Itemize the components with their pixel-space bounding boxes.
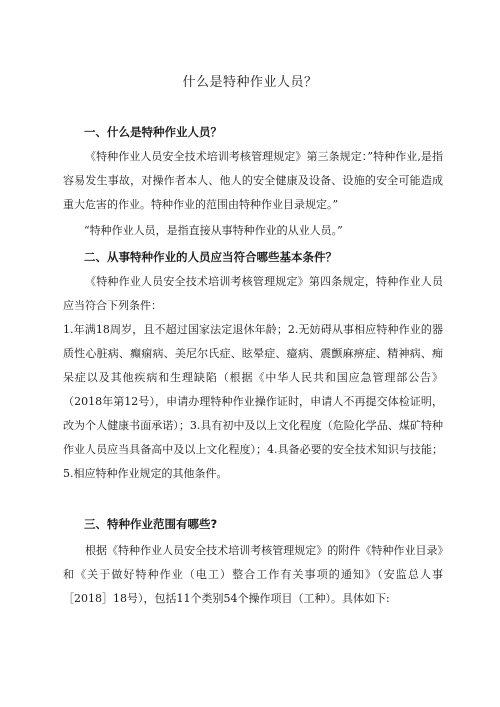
section1-quote: “特种作业人员，是指直接从事特种作业的从业人员。” — [84, 224, 343, 237]
section3-paragraph: 根据《特种作业人员安全技术培训考核管理规定》的附件《特种作业目录》和《关于做好特种作业（电工）整合工作有关事项的通知》（安监总人事［2018］18号），包括11个类别54个操作项目（工种）。具体如下: — [63, 544, 443, 605]
section2-paragraph-intro: 《特种作业人员安全技术培训考核管理规定》第四条规定，特种作业人员应当符合下列条件： — [63, 275, 443, 312]
section1-heading: 一、什么是特种作业人员？ — [84, 125, 222, 139]
section2-paragraph-conditions: 1.年满18周岁，且不超过国家法定退休年龄；2.无妨碍从事相应特种作业的器质性心脏病、癫痫病、美尼尔氏症、眩晕症、癔病、震颤麻痹症、精神病、痴呆症以及其他疾病和生理缺陷（根据《中华人民共和国应急管理部公告》（2018年第12号），申请办理特种作业操作证时，申请人不再提交体检证明，改为个人健康书面承诺）；3.具有初中及以上文化程度（危险化学品、煤矿特种作业人员应当具备高中及以上文化程度）；4.具备必要的安全技术知识与技能；5.相应特种作业规定的其他条件。 — [63, 323, 443, 480]
section3-heading: 三、特种作业范围有哪些? — [84, 517, 218, 531]
page-title: 什么是特种作业人员？ — [182, 75, 318, 90]
section2-heading: 二、从事特种作业的人员应当符合哪些基本条件？ — [84, 250, 337, 264]
section1-paragraph: 《特种作业人员安全技术培训考核管理规定》第三条规定：”特种作业,是指容易发生事故，对操作者本人、他人的安全健康及设备、设施的安全可能造成重大危害的作业。特种作业的范围由特种作业目录规定。” — [63, 150, 443, 211]
